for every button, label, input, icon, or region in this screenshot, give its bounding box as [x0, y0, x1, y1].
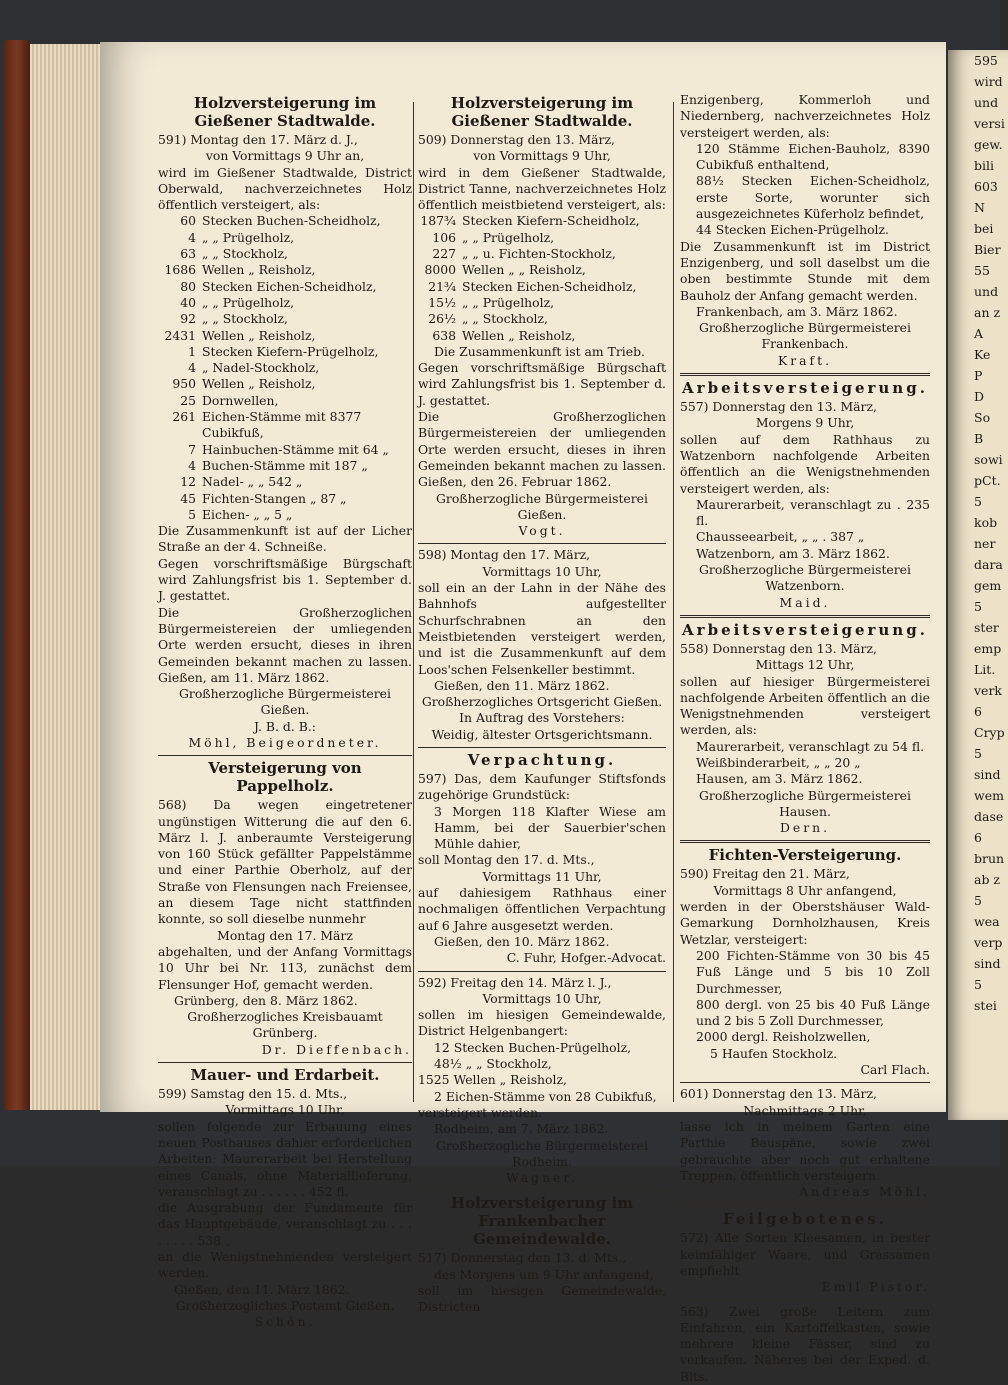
next-page-fragment: wird [974, 74, 1003, 89]
quantity: 63 [180, 246, 196, 262]
quantity: 227 [432, 246, 456, 262]
text: 597) Das, dem Kaufunger Stiftsfonds zugehörige Grundstück: [418, 770, 666, 803]
list-item [158, 360, 412, 376]
quantity: 1 [188, 343, 196, 359]
description: Wellen „ Reisholz, [462, 327, 576, 343]
list-item [418, 295, 666, 311]
text: 1525 Wellen „ Reisholz, [418, 1072, 567, 1088]
list-item [158, 279, 412, 295]
text: Gießen, den 11. März 1862. [174, 1281, 350, 1297]
text: Rodheim, am 7. März 1862. [434, 1121, 609, 1137]
next-page-fragment: N [974, 200, 985, 215]
column-2 [418, 92, 666, 1316]
text: 800 dergl. von 25 bis 40 Fuß Länge und 2 bis 5 Zoll Durchmesser, [696, 996, 930, 1029]
next-page-fragment: Cryp [974, 725, 1005, 740]
rule [680, 1300, 930, 1301]
signature: Großherzogliche Bürgermeisterei Gießen. [179, 686, 391, 718]
quantity: 25 [180, 392, 196, 408]
rule [680, 1204, 930, 1207]
description: „ „ Prügelholz, [202, 229, 295, 245]
quantity: 7 [188, 441, 196, 457]
quantity: 8000 [424, 262, 456, 278]
quantity: 5 [188, 506, 196, 522]
heading: Holzversteigerung im Gießener Stadtwalde. [450, 94, 634, 130]
text: sollen folgende zur Erbauung eines neuen Posthauses dahier erforderlichen Arbeiten: Maurerarbeit bei Herstellung eines Canals, ohne Materiallieferung, veranschlagt zu . . . . . . 452 fl. [158, 1118, 412, 1199]
next-page-fragment: ster [974, 620, 999, 635]
text: Hausen, am 3. März 1862. [696, 771, 863, 787]
description: Stecken Kiefern-Scheidholz, [462, 213, 640, 229]
text: Chausseearbeit, „ „ . 387 „ [696, 529, 865, 545]
signature: Emil Pistor. [821, 1279, 930, 1295]
text: versteigert werden. [418, 1104, 543, 1120]
rule [680, 373, 930, 376]
text: 598) Montag den 17. März, [418, 547, 591, 563]
signature: Großherzogliche Bürgermeisterei Gießen. [436, 490, 648, 522]
list-item [158, 474, 412, 490]
text: werden in der Oberstshäuser Wald-Gemarkung Dornholzhausen, Kreis Wetzlar, versteigert: [680, 899, 930, 947]
text: 44 Stecken Eichen-Prügelholz. [696, 222, 889, 238]
list-item [158, 328, 412, 344]
text: 563) Zwei große Leitern zum Einfahren, ein Kartoffelkasten, sowie mehrere kleine Fässer, sind zu verkaufen. Näheres bei der Exped. d. Blts. [680, 1303, 930, 1384]
heading: Verpachtung. [467, 750, 617, 769]
list-item [158, 311, 412, 327]
description: „ „ Prügelholz, [462, 229, 555, 245]
text: auf dahiesigem Rathhaus einer nochmaligen öffentlichen Verpachtung auf 6 Jahre ausgesetzt werden. [418, 885, 666, 933]
text: 517) Donnerstag den 13. d. Mts., [418, 1250, 627, 1266]
text: Gießen, den 10. März 1862. [434, 933, 610, 949]
text: von Vormittags 9 Uhr an, [205, 148, 365, 164]
column-3 [680, 92, 930, 1385]
next-page-fragment: bili [974, 158, 994, 173]
signature: C. Fuhr, Hofger.-Advocat. [506, 950, 666, 966]
signature: Weidig, ältester Ortsgerichtsmann. [431, 726, 653, 742]
text: Vormittags 10 Uhr, [225, 1102, 345, 1118]
next-page-fragment: B [974, 431, 984, 446]
next-page-fragment: an z [974, 305, 1001, 320]
text: 12 Stecken Buchen-Prügelholz, [434, 1039, 632, 1055]
text: Watzenborn, am 3. März 1862. [696, 545, 890, 561]
next-page-fragment: 603 [974, 179, 998, 194]
next-page-fragment: A [974, 326, 984, 341]
list-item [158, 213, 412, 229]
text: 2 Eichen-Stämme von 28 Cubikfuß, [434, 1088, 657, 1104]
quantity: 2431 [164, 327, 196, 343]
text: Die Zusammenkunft ist am Trieb. [434, 343, 645, 359]
list-item [418, 213, 666, 229]
text: Mittags 12 Uhr, [755, 657, 855, 673]
column-divider [413, 102, 414, 1102]
heading: Arbeitsversteigerung. [682, 620, 928, 639]
next-page-fragment: 5 [974, 494, 982, 509]
description: Stecken Buchen-Scheidholz, [202, 213, 381, 229]
next-page-fragment: Bier [974, 242, 1001, 257]
text: Vormittags 10 Uhr, [482, 990, 602, 1006]
text: Enzigenberg, Kommerloh und Niedernberg, nachverzeichnetes Holz versteigert werden, als: [680, 92, 930, 140]
next-page-fragment: dase [974, 809, 1004, 824]
next-page-fragment: bei [974, 221, 994, 236]
text: an die Wenigstnehmenden versteigert werden. [158, 1249, 412, 1281]
rule [158, 755, 412, 756]
next-page-fragment: 55 [974, 263, 990, 278]
heading: Fichten-Versteigerung. [708, 846, 902, 865]
wood-list [158, 213, 412, 523]
next-page-fragment: emp [974, 641, 1002, 656]
next-page-fragment: Lit. [974, 662, 996, 677]
text: Maurerarbeit, veranschlagt zu 54 fl. [696, 738, 925, 754]
signature: Großherzogliches Kreisbauamt Grünberg. [187, 1009, 383, 1041]
next-page-fragment: wem [974, 788, 1004, 803]
text: Gießen, den 11. März 1862. [434, 677, 610, 693]
text: sollen auf hiesiger Bürgermeisterei nachfolgende Arbeiten öffentlich an die Wenigstnehmenden versteigert werden, als: [680, 673, 930, 738]
text: 558) Donnerstag den 13. März, [680, 640, 877, 656]
next-page-fragment: pCt. [974, 473, 1001, 488]
description: Hainbuchen-Stämme mit 64 „ [202, 441, 389, 457]
next-page-fragment: wea [974, 914, 1000, 929]
signature: In Auftrag des Vorstehers: [459, 710, 625, 726]
list-item [418, 279, 666, 295]
list-item [158, 507, 412, 523]
text: Die Zusammenkunft ist auf der Licher Straße an der 4. Schneiße. [158, 523, 412, 555]
text: Nachmittags 2 Uhr, [743, 1102, 867, 1118]
text: soll ein an der Lahn in der Nähe des Bahnhofs aufgestellter Schurfschrabnen an den Meistbietenden versteigert werden, und ist die Zusammenkunft auf dem Loos'schen Felsenkeller bestimmt. [418, 580, 666, 677]
text: sollen im hiesigen Gemeindewalde, District Helgenbangert: [418, 1007, 666, 1039]
next-page-fragment: P [974, 368, 983, 383]
signature: Dern. [779, 820, 831, 836]
next-page-fragment: 5 [974, 599, 982, 614]
next-page-fragment: gew. [974, 137, 1003, 152]
rule [680, 840, 930, 843]
text: 5 Haufen Stockholz. [710, 1045, 838, 1061]
text: Vormittags 10 Uhr, [482, 563, 602, 579]
text: 200 Fichten-Stämme von 30 bis 45 Fuß Länge und 5 bis 10 Zoll Durchmesser, [696, 947, 930, 996]
next-page-fragment: 5 [974, 977, 982, 992]
text: die Ausgrabung der Fundamente für das Hauptgebäude, veranschlagt zu . . . . . . . . 538 „ [158, 1200, 412, 1248]
wood-list [418, 213, 666, 343]
text: 88½ Stecken Eichen-Scheidholz, erste Sorte, worunter sich ausgezeichnetes Küferholz befindet, [696, 173, 930, 222]
description: Stecken Eichen-Scheidholz, [202, 278, 377, 294]
text: Maurerarbeit, veranschlagt zu . 235 fl. [696, 496, 930, 529]
signature: Vogt. [518, 523, 566, 539]
text: 2000 dergl. Reisholzwellen, [696, 1029, 871, 1045]
next-page-fragment: gem [974, 578, 1002, 593]
text: 590) Freitag den 21. März, [680, 866, 850, 882]
next-page-fragment: stei [974, 998, 997, 1013]
signature: Maid. [779, 594, 831, 610]
text: 591) Montag den 17. März d. J., [158, 132, 358, 147]
next-page-fragment: kob [974, 515, 998, 530]
quantity: 80 [180, 278, 196, 294]
rule [158, 1062, 412, 1063]
description: „ „ u. Fichten-Stockholz, [462, 246, 616, 262]
quantity: 15½ [428, 294, 456, 310]
signature: Großherzogliches Postamt Gießen. [175, 1297, 395, 1313]
rule [418, 971, 666, 972]
page-edges [30, 44, 110, 1110]
rule [680, 615, 930, 618]
rule [418, 747, 666, 748]
text: Weißbinderarbeit, „ „ 20 „ [696, 754, 861, 770]
description: Stecken Eichen-Scheidholz, [462, 278, 637, 294]
signature: Carl Flach. [860, 1062, 930, 1078]
heading: Versteigerung von Pappelholz. [208, 759, 362, 796]
quantity: 4 [188, 229, 196, 245]
column-divider [673, 102, 674, 1102]
next-page-fragment: ner [974, 536, 996, 551]
quantity: 60 [180, 213, 196, 229]
text: wird in dem Gießener Stadtwalde, District Tanne, nachverzeichnetes Holz öffentlich meistbietend versteigert, als: [418, 164, 666, 213]
text: Gegen vorschriftsmäßige Bürgschaft wird Zahlungsfrist bis 1. September d. J. gestattet. [158, 555, 412, 604]
heading: Feilgebotenes. [723, 1210, 887, 1229]
signature: Großherzogliche Bürgermeisterei Watzenborn. [699, 562, 911, 594]
list-item [418, 328, 666, 344]
quantity: 4 [188, 457, 196, 473]
text: Vormittags 11 Uhr, [482, 868, 602, 884]
next-page-fragment: 6 [974, 704, 982, 719]
next-page-fragment: versi [974, 116, 1005, 131]
text: 3 Morgen 118 Klafter Wiese am Hamm, bei der Sauerbier'schen Mühle dahier, [434, 803, 666, 852]
list-item [158, 344, 412, 360]
text: Vormittags 8 Uhr anfangend, [713, 882, 897, 898]
list-item [158, 295, 412, 311]
description: Buchen-Stämme mit 187 „ [202, 457, 368, 473]
text: 120 Stämme Eichen-Bauholz, 8390 Cubikfuß enthaltend, [696, 140, 930, 173]
quantity: 26½ [428, 311, 456, 327]
next-page-fragment: verp [974, 935, 1003, 950]
next-page-fragment: 5 [974, 893, 982, 908]
text: des Morgens um 9 Uhr anfangend, [434, 1266, 654, 1282]
text: soll im hiesigen Gemeindewalde, Districten [418, 1283, 666, 1315]
heading: Arbeitsversteigerung. [682, 379, 928, 398]
next-page-fragment: 5 [974, 746, 982, 761]
list-item [418, 262, 666, 278]
next-page-fragment: und [974, 284, 999, 299]
next-page-fragment: verk [974, 683, 1003, 698]
next-page-fragment: sowi [974, 452, 1003, 467]
next-page-fragment: und [974, 95, 999, 110]
quantity: 638 [432, 327, 456, 343]
description: Wellen „ Reisholz, [202, 262, 316, 278]
text: von Vormittags 9 Uhr, [473, 148, 611, 164]
description: „ Nadel-Stockholz, [202, 360, 320, 376]
rule [418, 543, 666, 544]
next-page-edge [948, 50, 1008, 1120]
list-item [158, 491, 412, 507]
text: 599) Samstag den 15. d. Mts., [158, 1086, 348, 1102]
text: sollen auf dem Rathhaus zu Watzenborn nachfolgende Arbeiten öffentlich an die Wenigstnehmenden versteigert werden, als: [680, 431, 930, 496]
next-page-fragment: dara [974, 557, 1003, 572]
next-page-fragment: Ke [974, 347, 991, 362]
next-page-fragment: sind [974, 956, 1001, 971]
description: „ „ Stockholz, [202, 311, 288, 327]
description: „ „ Prügelholz, [462, 294, 555, 310]
text: Gegen vorschriftsmäßige Bürgschaft wird Zahlungsfrist bis 1. September d. J. gestattet. [418, 360, 666, 408]
next-page-fragment: 6 [974, 830, 982, 845]
description: Nadel- „ „ 542 „ [202, 474, 303, 490]
text: Die Großherzoglichen Bürgermeistereien der umliegenden Orte werden ersucht, dieses in ihren Gemeinden bekannt machen zu lassen. Gießen, am 11. März 1862. [158, 604, 412, 685]
description: Stecken Kiefern-Prügelholz, [202, 343, 379, 359]
next-page-fragment: D [974, 389, 985, 404]
next-page-fragment: ab z [974, 872, 1001, 887]
text: Die Zusammenkunft ist im District Enzigenberg, und soll daselbst um die oben bestimmte Stunde mit dem Bauholz der Anfang gemacht werden. [680, 238, 930, 303]
text: 592) Freitag den 14. März l. J., [418, 974, 612, 990]
signature: Kraft. [777, 352, 833, 368]
text: wird im Gießener Stadtwalde, District Oberwald, nachverzeichnetes Holz öffentlich versteigert, als: [158, 164, 412, 213]
description: Eichen- „ „ 5 „ [202, 506, 293, 522]
heading: Mauer- und Erdarbeit. [190, 1066, 380, 1085]
rule [680, 1082, 930, 1083]
description: Wellen „ Reisholz, [202, 376, 316, 392]
quantity: 106 [432, 229, 456, 245]
text: 509) Donnerstag den 13. März, [418, 132, 615, 147]
quantity: 4 [188, 360, 196, 376]
text: soll Montag den 17. d. Mts., [418, 852, 595, 868]
description: Eichen-Stämme mit 8377 Cubikfuß, [202, 409, 362, 441]
book-spine [4, 40, 30, 1110]
signature: Großherzogliche Bürgermeisterei Frankenbach. [699, 320, 911, 352]
text: lasse ich in meinem Garten eine Parthie Bauspäne, sowie zwei gebrauchte aber noch gut erhaltene Treppen, öffentlich versteigern. [680, 1118, 930, 1183]
text: Grünberg, den 8. März 1862. [174, 992, 358, 1008]
signature: Großherzogliche Bürgermeisterei Hausen. [699, 787, 911, 819]
next-page-fragment: brun [974, 851, 1005, 866]
description: „ „ Stockholz, [462, 311, 548, 327]
description: Wellen „ Reisholz, [202, 327, 316, 343]
text: Frankenbach, am 3. März 1862. [696, 303, 898, 319]
quantity: 21¾ [428, 278, 456, 294]
signature: Möhl, Beigeordneter. [188, 734, 382, 750]
list-item [158, 246, 412, 262]
text: 572) Alle Sorten Kleesamen, in bester keimfähiger Waare, und Grassamen empfiehlt [680, 1230, 930, 1278]
text: 568) Da wegen eingetretener ungünstigen Witterung die auf den 6. März l. J. anberaumte Versteigerung von 160 Stück gefällter Pappelstämme und einer Parthie Oberholz, auf der Straße von Flensungen nach Freiensee, an diesem Tage nicht stattfinden konnte, so soll dieselbe nunmehr [158, 797, 412, 927]
heading: Holzversteigerung im Frankenbacher Gemeindewalde. [450, 1194, 634, 1249]
text: Morgens 9 Uhr, [755, 415, 855, 431]
description: Dornwellen, [202, 392, 279, 408]
quantity: 187¾ [420, 213, 456, 229]
quantity: 12 [180, 474, 196, 490]
list-item [158, 458, 412, 474]
description: „ „ Prügelholz, [202, 294, 295, 310]
quantity: 40 [180, 294, 196, 310]
quantity: 1686 [164, 262, 196, 278]
quantity: 92 [180, 311, 196, 327]
rule [418, 1190, 666, 1191]
description: Wellen „ „ Reisholz, [462, 262, 586, 278]
list-item [158, 376, 412, 392]
list-item [158, 262, 412, 278]
column-1 [158, 92, 412, 1330]
list-item [158, 442, 412, 458]
signature: Großherzogliche Bürgermeisterei Rodheim. [436, 1137, 648, 1169]
signature: Dr. Dieffenbach. [261, 1041, 412, 1057]
signature: J. B. d. B.: [254, 718, 316, 734]
quantity: 950 [172, 376, 196, 392]
list-item [418, 246, 666, 262]
heading: Holzversteigerung im Gießener Stadtwalde. [193, 94, 377, 130]
list-item [418, 311, 666, 327]
list-item [158, 393, 412, 409]
list-item [418, 230, 666, 246]
signature: Großherzogliches Ortsgericht Gießen. [421, 694, 663, 710]
quantity: 261 [172, 409, 196, 425]
quantity: 45 [180, 490, 196, 506]
next-page-fragment: 595 [974, 53, 998, 68]
text: 601) Donnerstag den 13. März, [680, 1086, 877, 1102]
description: „ „ Stockholz, [202, 246, 288, 262]
text: 48½ „ „ Stockholz, [434, 1056, 552, 1072]
text: Die Großherzoglichen Bürgermeistereien der umliegenden Orte werden ersucht, dieses in ihren Gemeinden bekannt machen zu lassen. Gießen, den 26. Februar 1862. [418, 409, 666, 490]
text: 557) Donnerstag den 13. März, [680, 399, 877, 415]
signature: Schön. [254, 1314, 316, 1330]
list-item [158, 230, 412, 246]
description: Fichten-Stangen „ 87 „ [202, 490, 347, 506]
newspaper-page [100, 42, 946, 1384]
signature: Andreas Möhl. [799, 1184, 930, 1200]
list-item [158, 409, 412, 442]
text: abgehalten, und der Anfang Vormittags 10 Uhr bei Nr. 113, zunächst dem Flensunger Hof, gemacht werden. [158, 943, 412, 992]
next-page-fragment: sind [974, 767, 1001, 782]
text: Montag den 17. März [217, 927, 353, 943]
next-page-fragment: So [974, 410, 991, 425]
signature: Wagner. [506, 1170, 578, 1186]
